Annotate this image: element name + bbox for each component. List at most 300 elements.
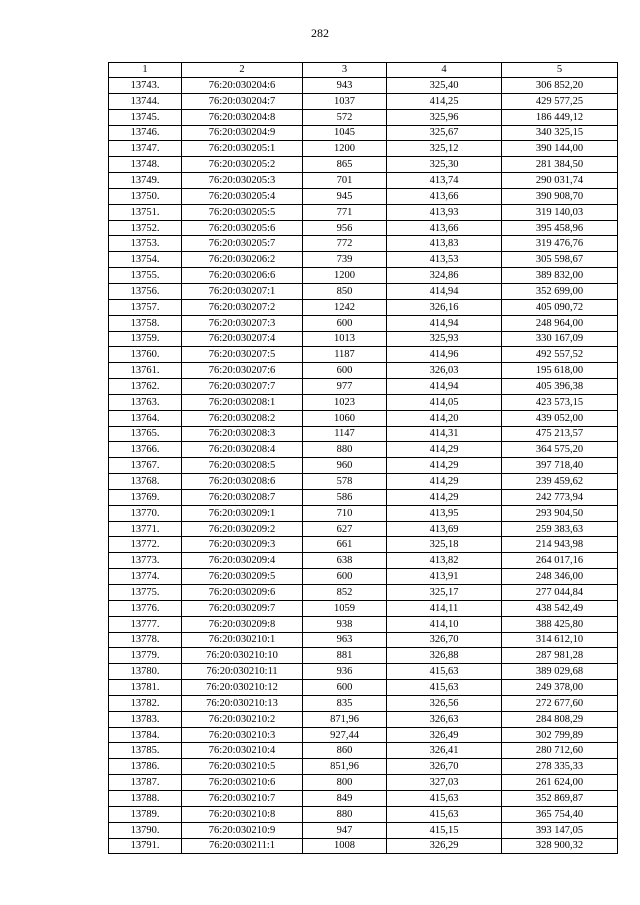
table-cell: 76:20:030210:2 bbox=[182, 711, 303, 727]
table-cell: 638 bbox=[303, 553, 387, 569]
table-cell: 76:20:030207:3 bbox=[182, 315, 303, 331]
table-cell: 13751. bbox=[109, 204, 182, 220]
table-cell: 76:20:030205:4 bbox=[182, 188, 303, 204]
table-cell: 13784. bbox=[109, 727, 182, 743]
table-cell: 880 bbox=[303, 442, 387, 458]
table-cell: 413,74 bbox=[387, 173, 502, 189]
table-cell: 327,03 bbox=[387, 775, 502, 791]
table-cell: 960 bbox=[303, 458, 387, 474]
table-cell: 13743. bbox=[109, 78, 182, 94]
table-row bbox=[109, 394, 618, 410]
table-cell: 390 144,00 bbox=[502, 141, 618, 157]
table-cell: 1147 bbox=[303, 426, 387, 442]
table-cell: 287 981,28 bbox=[502, 648, 618, 664]
table-cell: 429 577,25 bbox=[502, 93, 618, 109]
table-cell: 326,70 bbox=[387, 759, 502, 775]
table-cell: 860 bbox=[303, 743, 387, 759]
table-cell: 76:20:030209:8 bbox=[182, 616, 303, 632]
table-row bbox=[109, 315, 618, 331]
table-cell: 1013 bbox=[303, 331, 387, 347]
table-cell: 13766. bbox=[109, 442, 182, 458]
table-row bbox=[109, 236, 618, 252]
table-row bbox=[109, 331, 618, 347]
column-header-3: 3 bbox=[303, 63, 387, 78]
table-row bbox=[109, 505, 618, 521]
table-cell: 413,66 bbox=[387, 188, 502, 204]
table-cell: 76:20:030208:6 bbox=[182, 474, 303, 490]
table-cell: 272 677,60 bbox=[502, 695, 618, 711]
table-cell: 13781. bbox=[109, 680, 182, 696]
table-cell: 280 712,60 bbox=[502, 743, 618, 759]
table-cell: 413,66 bbox=[387, 220, 502, 236]
table-cell: 13763. bbox=[109, 394, 182, 410]
table-cell: 239 459,62 bbox=[502, 474, 618, 490]
table-cell: 1045 bbox=[303, 125, 387, 141]
table-row bbox=[109, 204, 618, 220]
table-cell: 13773. bbox=[109, 553, 182, 569]
table-cell: 871,96 bbox=[303, 711, 387, 727]
table-cell: 325,40 bbox=[387, 78, 502, 94]
table-cell: 710 bbox=[303, 505, 387, 521]
table-cell: 76:20:030209:7 bbox=[182, 600, 303, 616]
table-cell: 397 718,40 bbox=[502, 458, 618, 474]
table-row bbox=[109, 759, 618, 775]
table-cell: 849 bbox=[303, 790, 387, 806]
table-cell: 13744. bbox=[109, 93, 182, 109]
table-cell: 13790. bbox=[109, 822, 182, 838]
table-row bbox=[109, 157, 618, 173]
table-cell: 414,29 bbox=[387, 489, 502, 505]
table-row bbox=[109, 141, 618, 157]
table-cell: 414,20 bbox=[387, 410, 502, 426]
table-cell: 13786. bbox=[109, 759, 182, 775]
table-row bbox=[109, 220, 618, 236]
column-header-1: 1 bbox=[109, 63, 182, 78]
table-cell: 76:20:030205:3 bbox=[182, 173, 303, 189]
table-cell: 414,10 bbox=[387, 616, 502, 632]
table-cell: 76:20:030209:1 bbox=[182, 505, 303, 521]
table-cell: 13752. bbox=[109, 220, 182, 236]
table-cell: 76:20:030207:7 bbox=[182, 379, 303, 395]
table-cell: 13789. bbox=[109, 806, 182, 822]
table-cell: 76:20:030205:1 bbox=[182, 141, 303, 157]
table-cell: 414,11 bbox=[387, 600, 502, 616]
table-cell: 242 773,94 bbox=[502, 489, 618, 505]
table-cell: 945 bbox=[303, 188, 387, 204]
table-cell: 76:20:030206:6 bbox=[182, 268, 303, 284]
table-cell: 330 167,09 bbox=[502, 331, 618, 347]
table-row bbox=[109, 585, 618, 601]
table-cell: 324,86 bbox=[387, 268, 502, 284]
table-cell: 389 832,00 bbox=[502, 268, 618, 284]
table-cell: 281 384,50 bbox=[502, 157, 618, 173]
table-cell: 413,83 bbox=[387, 236, 502, 252]
table-cell: 414,96 bbox=[387, 347, 502, 363]
table-cell: 76:20:030208:7 bbox=[182, 489, 303, 505]
table-cell: 76:20:030210:5 bbox=[182, 759, 303, 775]
table-cell: 13745. bbox=[109, 109, 182, 125]
table-cell: 852 bbox=[303, 585, 387, 601]
table-cell: 13769. bbox=[109, 489, 182, 505]
table-cell: 600 bbox=[303, 363, 387, 379]
table-cell: 13761. bbox=[109, 363, 182, 379]
table-cell: 423 573,15 bbox=[502, 394, 618, 410]
table-cell: 439 052,00 bbox=[502, 410, 618, 426]
table-cell: 13760. bbox=[109, 347, 182, 363]
table-cell: 1060 bbox=[303, 410, 387, 426]
table-cell: 326,88 bbox=[387, 648, 502, 664]
table-row bbox=[109, 347, 618, 363]
table-cell: 76:20:030209:3 bbox=[182, 537, 303, 553]
table-cell: 76:20:030205:5 bbox=[182, 204, 303, 220]
table-cell: 76:20:030208:2 bbox=[182, 410, 303, 426]
table-cell: 943 bbox=[303, 78, 387, 94]
table-cell: 76:20:030210:8 bbox=[182, 806, 303, 822]
table-cell: 352 869,87 bbox=[502, 790, 618, 806]
table-cell: 76:20:030204:8 bbox=[182, 109, 303, 125]
table-cell: 13785. bbox=[109, 743, 182, 759]
table-cell: 881 bbox=[303, 648, 387, 664]
table-cell: 13775. bbox=[109, 585, 182, 601]
table-cell: 1200 bbox=[303, 268, 387, 284]
table-cell: 76:20:030208:5 bbox=[182, 458, 303, 474]
table-row bbox=[109, 727, 618, 743]
table-cell: 13779. bbox=[109, 648, 182, 664]
table-cell: 13755. bbox=[109, 268, 182, 284]
table-cell: 76:20:030210:7 bbox=[182, 790, 303, 806]
table-row bbox=[109, 537, 618, 553]
page-number: 282 bbox=[311, 26, 329, 40]
table-cell: 325,93 bbox=[387, 331, 502, 347]
table-cell: 76:20:030204:9 bbox=[182, 125, 303, 141]
table-cell: 415,63 bbox=[387, 664, 502, 680]
table-cell: 325,12 bbox=[387, 141, 502, 157]
table-cell: 413,91 bbox=[387, 569, 502, 585]
table-cell: 413,82 bbox=[387, 553, 502, 569]
table-cell: 76:20:030209:6 bbox=[182, 585, 303, 601]
table-row bbox=[109, 553, 618, 569]
table-cell: 600 bbox=[303, 315, 387, 331]
table-cell: 76:20:030205:7 bbox=[182, 236, 303, 252]
table-cell: 405 090,72 bbox=[502, 299, 618, 315]
table-cell: 414,94 bbox=[387, 379, 502, 395]
table-cell: 938 bbox=[303, 616, 387, 632]
table-cell: 319 140,03 bbox=[502, 204, 618, 220]
table-cell: 293 904,50 bbox=[502, 505, 618, 521]
table-cell: 76:20:030204:7 bbox=[182, 93, 303, 109]
table-cell: 13759. bbox=[109, 331, 182, 347]
table-cell: 600 bbox=[303, 569, 387, 585]
table-cell: 800 bbox=[303, 775, 387, 791]
table-cell: 492 557,52 bbox=[502, 347, 618, 363]
table-row bbox=[109, 743, 618, 759]
table-cell: 438 542,49 bbox=[502, 600, 618, 616]
table-cell: 390 908,70 bbox=[502, 188, 618, 204]
table-cell: 739 bbox=[303, 252, 387, 268]
column-header-2: 2 bbox=[182, 63, 303, 78]
table-cell: 13788. bbox=[109, 790, 182, 806]
table-cell: 415,63 bbox=[387, 806, 502, 822]
table-cell: 76:20:030210:11 bbox=[182, 664, 303, 680]
table-cell: 1242 bbox=[303, 299, 387, 315]
table-cell: 195 618,00 bbox=[502, 363, 618, 379]
table-cell: 186 449,12 bbox=[502, 109, 618, 125]
table-cell: 835 bbox=[303, 695, 387, 711]
table-row bbox=[109, 790, 618, 806]
table-cell: 963 bbox=[303, 632, 387, 648]
table-cell: 259 383,63 bbox=[502, 521, 618, 537]
table-cell: 13780. bbox=[109, 664, 182, 680]
table-cell: 214 943,98 bbox=[502, 537, 618, 553]
data-table bbox=[108, 62, 618, 854]
table-row bbox=[109, 125, 618, 141]
table-cell: 76:20:030207:4 bbox=[182, 331, 303, 347]
table-cell: 414,94 bbox=[387, 283, 502, 299]
table-cell: 76:20:030210:4 bbox=[182, 743, 303, 759]
table-cell: 76:20:030208:1 bbox=[182, 394, 303, 410]
table-cell: 865 bbox=[303, 157, 387, 173]
table-cell: 851,96 bbox=[303, 759, 387, 775]
table-cell: 76:20:030206:2 bbox=[182, 252, 303, 268]
table-row bbox=[109, 489, 618, 505]
table-row bbox=[109, 78, 618, 94]
table-cell: 772 bbox=[303, 236, 387, 252]
table-row bbox=[109, 632, 618, 648]
table-cell: 414,94 bbox=[387, 315, 502, 331]
table-cell: 1023 bbox=[303, 394, 387, 410]
table-cell: 413,69 bbox=[387, 521, 502, 537]
table-cell: 325,96 bbox=[387, 109, 502, 125]
table-cell: 13762. bbox=[109, 379, 182, 395]
table-row bbox=[109, 695, 618, 711]
table-cell: 771 bbox=[303, 204, 387, 220]
table-row bbox=[109, 600, 618, 616]
table-body bbox=[109, 78, 618, 854]
table-cell: 352 699,00 bbox=[502, 283, 618, 299]
table-cell: 365 754,40 bbox=[502, 806, 618, 822]
table-cell: 325,18 bbox=[387, 537, 502, 553]
table-cell: 1059 bbox=[303, 600, 387, 616]
table-row bbox=[109, 711, 618, 727]
table-row bbox=[109, 363, 618, 379]
table-cell: 13758. bbox=[109, 315, 182, 331]
table-cell: 13778. bbox=[109, 632, 182, 648]
table-cell: 13768. bbox=[109, 474, 182, 490]
table-row bbox=[109, 664, 618, 680]
table-row bbox=[109, 474, 618, 490]
table-cell: 414,29 bbox=[387, 474, 502, 490]
table-cell: 395 458,96 bbox=[502, 220, 618, 236]
table-cell: 1200 bbox=[303, 141, 387, 157]
table-cell: 76:20:030207:2 bbox=[182, 299, 303, 315]
table-row bbox=[109, 458, 618, 474]
table-cell: 661 bbox=[303, 537, 387, 553]
table-cell: 13756. bbox=[109, 283, 182, 299]
table-cell: 414,29 bbox=[387, 458, 502, 474]
table-cell: 13783. bbox=[109, 711, 182, 727]
table-cell: 76:20:030208:3 bbox=[182, 426, 303, 442]
table-header-row bbox=[109, 63, 618, 78]
table-cell: 13771. bbox=[109, 521, 182, 537]
table-cell: 76:20:030209:4 bbox=[182, 553, 303, 569]
table-row bbox=[109, 299, 618, 315]
table-cell: 13746. bbox=[109, 125, 182, 141]
table-cell: 13757. bbox=[109, 299, 182, 315]
table-cell: 415,63 bbox=[387, 680, 502, 696]
table-cell: 248 346,00 bbox=[502, 569, 618, 585]
table-cell: 264 017,16 bbox=[502, 553, 618, 569]
table-row bbox=[109, 268, 618, 284]
table-cell: 76:20:030208:4 bbox=[182, 442, 303, 458]
table-cell: 76:20:030205:6 bbox=[182, 220, 303, 236]
table-cell: 76:20:030209:5 bbox=[182, 569, 303, 585]
table-cell: 977 bbox=[303, 379, 387, 395]
table-cell: 413,95 bbox=[387, 505, 502, 521]
table-cell: 261 624,00 bbox=[502, 775, 618, 791]
table-cell: 76:20:030210:6 bbox=[182, 775, 303, 791]
table-cell: 364 575,20 bbox=[502, 442, 618, 458]
table-row bbox=[109, 775, 618, 791]
table-cell: 340 325,15 bbox=[502, 125, 618, 141]
table-cell: 1187 bbox=[303, 347, 387, 363]
table-cell: 13772. bbox=[109, 537, 182, 553]
table-cell: 627 bbox=[303, 521, 387, 537]
table-row bbox=[109, 521, 618, 537]
table-cell: 13770. bbox=[109, 505, 182, 521]
table-cell: 13753. bbox=[109, 236, 182, 252]
table-cell: 76:20:030207:1 bbox=[182, 283, 303, 299]
table-cell: 13765. bbox=[109, 426, 182, 442]
table-cell: 13791. bbox=[109, 838, 182, 854]
table-row bbox=[109, 648, 618, 664]
table-row bbox=[109, 426, 618, 442]
table-cell: 13764. bbox=[109, 410, 182, 426]
table-cell: 305 598,67 bbox=[502, 252, 618, 268]
table-cell: 13750. bbox=[109, 188, 182, 204]
table-cell: 13777. bbox=[109, 616, 182, 632]
table-cell: 248 964,00 bbox=[502, 315, 618, 331]
table-cell: 13776. bbox=[109, 600, 182, 616]
table-cell: 76:20:030211:1 bbox=[182, 838, 303, 854]
table-row bbox=[109, 616, 618, 632]
table-cell: 76:20:030210:3 bbox=[182, 727, 303, 743]
table-row bbox=[109, 109, 618, 125]
table-cell: 388 425,80 bbox=[502, 616, 618, 632]
table-cell: 1037 bbox=[303, 93, 387, 109]
table-cell: 76:20:030204:6 bbox=[182, 78, 303, 94]
table-cell: 572 bbox=[303, 109, 387, 125]
table-cell: 326,63 bbox=[387, 711, 502, 727]
table-row bbox=[109, 283, 618, 299]
table-cell: 475 213,57 bbox=[502, 426, 618, 442]
table-cell: 13774. bbox=[109, 569, 182, 585]
table-cell: 76:20:030207:6 bbox=[182, 363, 303, 379]
table-cell: 326,70 bbox=[387, 632, 502, 648]
table-cell: 13767. bbox=[109, 458, 182, 474]
table-cell: 278 335,33 bbox=[502, 759, 618, 775]
table-cell: 414,25 bbox=[387, 93, 502, 109]
table-cell: 13782. bbox=[109, 695, 182, 711]
table-cell: 277 044,84 bbox=[502, 585, 618, 601]
table-cell: 319 476,76 bbox=[502, 236, 618, 252]
table-cell: 306 852,20 bbox=[502, 78, 618, 94]
table-cell: 880 bbox=[303, 806, 387, 822]
table-row bbox=[109, 680, 618, 696]
table-cell: 414,31 bbox=[387, 426, 502, 442]
table-row bbox=[109, 569, 618, 585]
table-cell: 927,44 bbox=[303, 727, 387, 743]
table-cell: 947 bbox=[303, 822, 387, 838]
table-cell: 326,16 bbox=[387, 299, 502, 315]
table-cell: 76:20:030210:9 bbox=[182, 822, 303, 838]
table-row bbox=[109, 188, 618, 204]
table-row bbox=[109, 93, 618, 109]
table-cell: 76:20:030205:2 bbox=[182, 157, 303, 173]
table-cell: 13787. bbox=[109, 775, 182, 791]
table-row bbox=[109, 173, 618, 189]
table-cell: 328 900,32 bbox=[502, 838, 618, 854]
column-header-4: 4 bbox=[387, 63, 502, 78]
column-header-5: 5 bbox=[502, 63, 618, 78]
table-cell: 290 031,74 bbox=[502, 173, 618, 189]
table-cell: 600 bbox=[303, 680, 387, 696]
table-cell: 326,03 bbox=[387, 363, 502, 379]
table-cell: 586 bbox=[303, 489, 387, 505]
table-cell: 414,05 bbox=[387, 394, 502, 410]
table-cell: 76:20:030209:2 bbox=[182, 521, 303, 537]
table-cell: 325,67 bbox=[387, 125, 502, 141]
table-cell: 326,41 bbox=[387, 743, 502, 759]
table-row bbox=[109, 442, 618, 458]
table-cell: 13754. bbox=[109, 252, 182, 268]
table-cell: 13749. bbox=[109, 173, 182, 189]
table-cell: 326,49 bbox=[387, 727, 502, 743]
table-cell: 76:20:030210:13 bbox=[182, 695, 303, 711]
table-cell: 326,56 bbox=[387, 695, 502, 711]
table-cell: 413,53 bbox=[387, 252, 502, 268]
table-cell: 13747. bbox=[109, 141, 182, 157]
table-row bbox=[109, 838, 618, 854]
table-cell: 302 799,89 bbox=[502, 727, 618, 743]
table-row bbox=[109, 252, 618, 268]
table-cell: 405 396,38 bbox=[502, 379, 618, 395]
table-cell: 936 bbox=[303, 664, 387, 680]
table-cell: 393 147,05 bbox=[502, 822, 618, 838]
table-row bbox=[109, 410, 618, 426]
table-cell: 415,15 bbox=[387, 822, 502, 838]
table-cell: 325,17 bbox=[387, 585, 502, 601]
table-cell: 326,29 bbox=[387, 838, 502, 854]
table-cell: 325,30 bbox=[387, 157, 502, 173]
table-cell: 284 808,29 bbox=[502, 711, 618, 727]
table-cell: 389 029,68 bbox=[502, 664, 618, 680]
table-cell: 76:20:030207:5 bbox=[182, 347, 303, 363]
table-row bbox=[109, 379, 618, 395]
table-cell: 1008 bbox=[303, 838, 387, 854]
table-cell: 415,63 bbox=[387, 790, 502, 806]
table-cell: 850 bbox=[303, 283, 387, 299]
table-cell: 76:20:030210:10 bbox=[182, 648, 303, 664]
table-cell: 578 bbox=[303, 474, 387, 490]
table-row bbox=[109, 822, 618, 838]
table-cell: 414,29 bbox=[387, 442, 502, 458]
table-cell: 76:20:030210:1 bbox=[182, 632, 303, 648]
table-cell: 701 bbox=[303, 173, 387, 189]
table-cell: 13748. bbox=[109, 157, 182, 173]
table-cell: 314 612,10 bbox=[502, 632, 618, 648]
table-cell: 249 378,00 bbox=[502, 680, 618, 696]
table-row bbox=[109, 806, 618, 822]
